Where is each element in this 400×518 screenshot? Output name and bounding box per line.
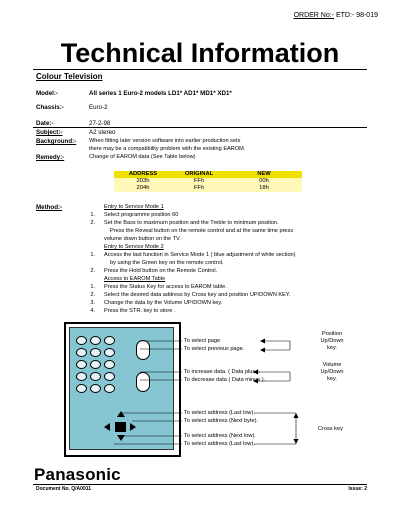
remedy-text: Change of EAROM data (See Table below): [89, 154, 196, 160]
callout-decrease-data: To decrease data ( Data minus ).: [184, 377, 266, 383]
table-cell: 204h: [114, 185, 172, 192]
table-header: ADDRESS: [114, 171, 172, 178]
cross-key-label: Cross key: [318, 426, 343, 432]
background-line-1: When fitting later version software into earlier production sets: [89, 138, 241, 144]
table-header: ORIGINAL: [172, 171, 226, 178]
position-key-label: Position Up/Down key.: [320, 331, 344, 351]
footer-divider: [33, 484, 367, 485]
chassis-label: Chassis:-: [36, 104, 64, 111]
step-text: by using the Green key on the remote control.: [110, 260, 224, 266]
document-number: Document No. Q/A0011: [36, 486, 92, 492]
method-label: Method:-: [36, 204, 63, 211]
callout-address-next-low: To select address (Next low).: [184, 433, 256, 439]
remedy-label: Remedy:-: [36, 154, 65, 161]
table-cell: 203h: [114, 178, 172, 185]
step-number: 2.: [90, 292, 95, 298]
background-line-2: there may be a compatibility problem with the existing EAROM.: [89, 146, 246, 152]
model-value: All series 1 Euro-2 models LD1* AD1* MD1* XD1*: [89, 90, 232, 97]
step-text: Press the Reveal button on the remote control and at the same time press: [110, 228, 294, 234]
step-number: 1.: [90, 252, 95, 258]
callout-select-previous-page: To select previous page.: [184, 346, 245, 352]
step-text: volume down button on the TV.: [104, 236, 181, 242]
table-cell: FFh: [172, 178, 226, 185]
step-text: Select programme position 60: [104, 212, 179, 218]
table-cell: 18h: [226, 185, 302, 192]
step-text: Select the desired data address by Cross key and position UP/DOWN KEY.: [104, 292, 291, 298]
background-label: Background:-: [36, 138, 77, 145]
issue-number: Issue: 2: [348, 486, 367, 492]
order-number: ORDER No:- ETD:- 98-019: [293, 12, 378, 19]
subject-value: A2 stereo: [89, 129, 116, 136]
subject-label: Subject:-: [36, 129, 63, 136]
volume-key-label: Volume Up/Down key.: [320, 362, 344, 382]
step-number: 1.: [90, 284, 95, 290]
method-heading-3: Access to EAROM Table: [104, 276, 166, 282]
method-heading-2: Entry to Service Mode 2: [104, 244, 164, 250]
table-cell: 00h: [226, 178, 302, 185]
step-number: 2.: [90, 220, 95, 226]
step-text: Press the Hold button on the Remote Control.: [104, 268, 218, 274]
date-value: 27-2-98: [89, 120, 111, 127]
chassis-value: Euro-2: [89, 104, 108, 111]
callout-address-next-byte: To select address (Next byte).: [184, 418, 258, 424]
step-number: 4.: [90, 308, 95, 314]
table-cell: FFh: [172, 185, 226, 192]
step-text: Set the Bass to maximum position and the Treble to minimum position.: [104, 220, 279, 226]
callout-select-page: To select page: [184, 338, 221, 344]
model-label: Model:-: [36, 90, 58, 97]
step-text: Press the Status Key for access to EAROM table.: [104, 284, 227, 290]
document-subtitle: Colour Television: [36, 72, 103, 81]
method-heading-1: Entry to Service Mode 1: [104, 204, 164, 210]
callout-address-last-low: To select address (Last low).: [184, 410, 255, 416]
date-label: Date:-: [36, 120, 54, 127]
table-header: NEW: [226, 171, 302, 178]
callout-address-last-low-2: To select address (Last low).: [184, 441, 255, 447]
step-text: Change the data by the Volume UP/DOWN key.: [104, 300, 223, 306]
brand-logo: Panasonic: [34, 465, 121, 484]
page-title: Technical Information: [60, 38, 340, 68]
step-text: Access the last function in Service Mode 1 ( blue adjustment of white section): [104, 252, 296, 258]
step-number: 2.: [90, 268, 95, 274]
callout-increase-data: To increase data. ( Data plus ).: [184, 369, 261, 375]
step-number: 3.: [90, 300, 95, 306]
step-text: Press the STR. key to store .: [104, 308, 176, 314]
step-number: 1.: [90, 212, 95, 218]
